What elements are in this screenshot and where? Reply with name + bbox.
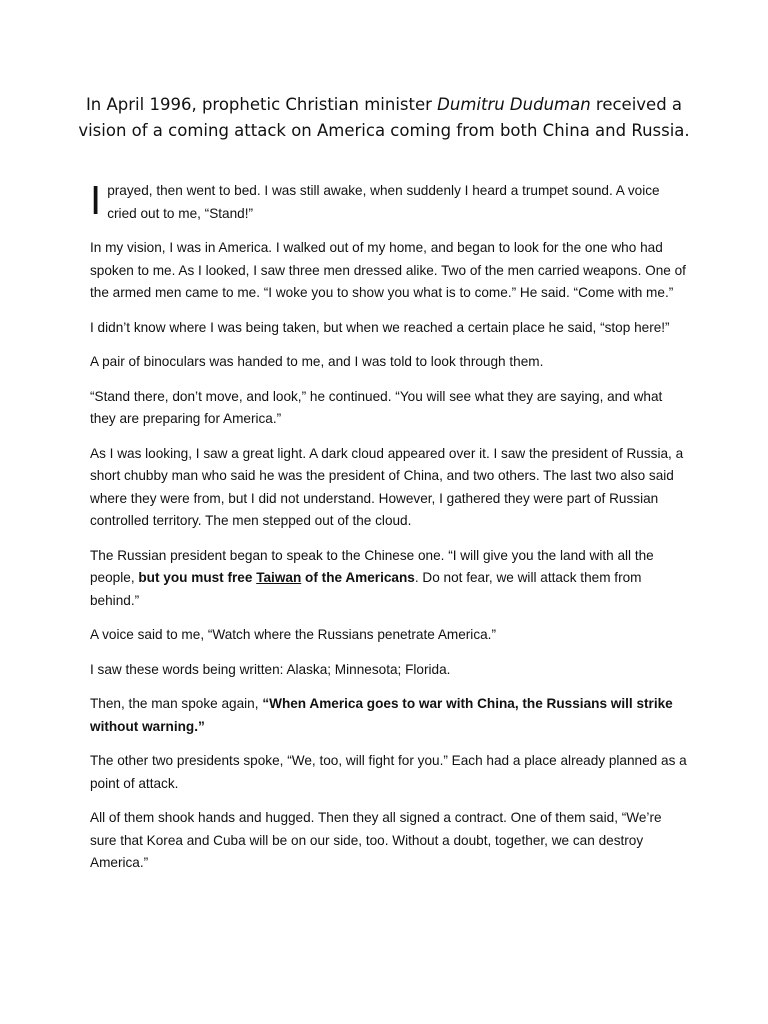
paragraph: A voice said to me, “Watch where the Russians penetrate America.”	[90, 627, 496, 642]
paragraph-warning	[90, 693, 690, 738]
paragraph: “Stand there, don’t move, and look,” he continued. “You will see what they are saying, and what they are preparing for America.”	[90, 388, 663, 426]
p6-bold-1: but you must free	[138, 570, 257, 585]
paragraph: I didn’t know where I was being taken, but when we reached a certain place he said, “stop here!”	[90, 319, 670, 335]
warning-quote: “When America goes to war with China, the Russians will strike without warning.”	[90, 696, 673, 734]
p9-text-a: Then, the man spoke again,	[90, 696, 263, 711]
intro-paragraph	[90, 178, 690, 225]
paragraph: All of them shook hands and hugged. Then they all signed a contract. One of them said, “We’re sure that Korea and Cuba will be on our side, too. Without a doubt, together, we can destroy America.”	[90, 810, 662, 870]
p6-bold	[138, 570, 414, 585]
drop-cap: I	[90, 179, 102, 223]
minister-name: Dumitru Duduman	[437, 95, 591, 114]
paragraph-taiwan	[90, 545, 690, 613]
p6-bold-3: of the Americans	[301, 570, 415, 585]
p6-text-c: . Do not fear, we will attack them from behind.”	[90, 570, 642, 608]
title-part1: In April 1996, prophetic Christian minister	[85, 95, 438, 114]
p6-text-a: The Russian president began to speak to the Chinese one. “I will give you the land with all the people,	[90, 547, 654, 585]
paragraph: I saw these words being written: Alaska; Minnesota; Florida.	[90, 661, 451, 677]
intro-text: prayed, then went to bed. I was still awake, when suddenly I heard a trumpet sound. A voice cried out to me, “Stand!”	[107, 183, 660, 221]
paragraph: The other two presidents spoke, “We, too, will fight for you.” Each had a place already planned as a point of attack.	[90, 753, 687, 791]
document-body	[90, 178, 690, 887]
paragraph: In my vision, I was in America. I walked out of my home, and began to look for the one who had spoken to me. As I looked, I saw three men dressed alike. Two of the men carried weapons. One of the armed men came to me. “I woke you to show you what is to come.” He said. “Come with me.”	[90, 240, 686, 300]
title-part2: received a vision of a coming attack on America coming from both China and Russia.	[78, 95, 690, 140]
taiwan-underlined: Taiwan	[256, 570, 302, 585]
page-title	[70, 92, 698, 144]
paragraph: A pair of binoculars was handed to me, and I was told to look through them.	[90, 354, 544, 369]
paragraph: As I was looking, I saw a great light. A dark cloud appeared over it. I saw the president of Russia, a short chubby man who said he was the president of China, and two others. The last two also said where they were from, but I did not understand. However, I gathered they were part of Russian controlled territory. The men stepped out of the cloud.	[90, 445, 684, 528]
